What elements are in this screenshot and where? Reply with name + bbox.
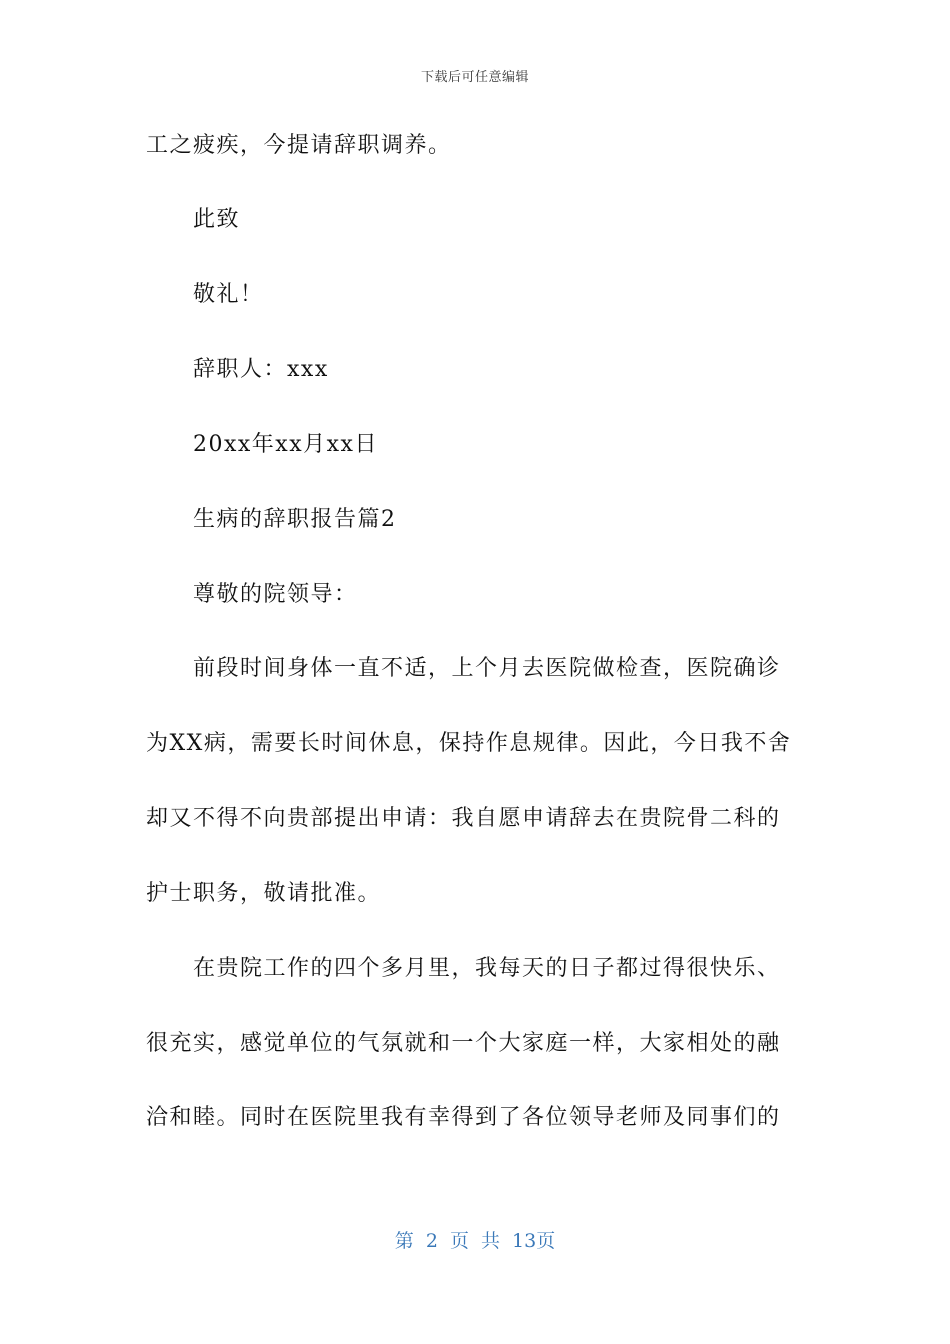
page-header-note: 下载后可任意编辑: [420, 70, 529, 85]
paragraph-1-line-3: 却又不得不向贵部提出申请：我自愿申请辞去在贵院骨二科的: [146, 806, 781, 831]
paragraph-1-line-4: 护士职务，敬请批准。: [146, 881, 382, 906]
page-number: 第 2 页 共 13页: [394, 1230, 556, 1252]
paragraph-2-line-2: 很充实，感觉单位的气氛就和一个大家庭一样，大家相处的融: [146, 1031, 781, 1056]
paragraph-1-line-1: 前段时间身体一直不适，上个月去医院做检查，医院确诊: [193, 656, 781, 681]
resignation-date: 20xx年xx月xx日: [193, 432, 378, 457]
closing-regards: 敬礼！: [193, 282, 264, 307]
greeting: 尊敬的院领导：: [193, 582, 358, 607]
section-title: 生病的辞职报告篇2: [193, 507, 397, 532]
body-line-1: 工之疲疾，今提请辞职调养。: [146, 133, 452, 158]
paragraph-1-line-2: 为XX病，需要长时间休息，保持作息规律。因此，今日我不舍: [146, 731, 792, 756]
resigner-name: 辞职人：xxx: [193, 357, 329, 382]
closing-salutation: 此致: [193, 207, 241, 232]
paragraph-2-line-1: 在贵院工作的四个多月里，我每天的日子都过得很快乐、: [193, 956, 781, 981]
paragraph-2-line-3: 洽和睦。同时在医院里我有幸得到了各位领导老师及同事们的: [146, 1105, 781, 1130]
